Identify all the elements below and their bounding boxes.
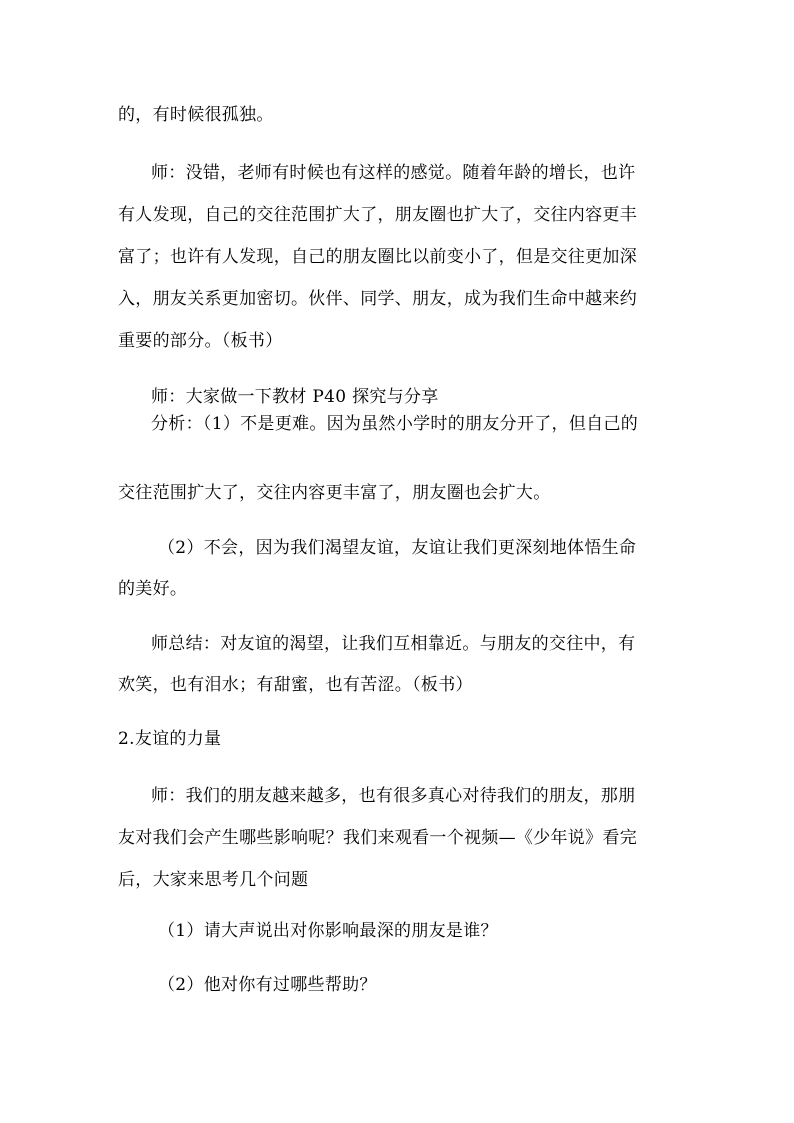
section-heading: 2.友谊的力量 — [118, 729, 222, 749]
text-line: 后，大家来思考几个问题 — [118, 870, 309, 890]
text-line: 友对我们会产生哪些影响呢？我们来观看一个视频—《少年说》看完 — [118, 828, 637, 848]
text-line: 重要的部分。（板书） — [118, 331, 283, 351]
text-line: 欢笑，也有泪水；有甜蜜，也有苦涩。（板书） — [118, 675, 473, 695]
text-line: 交往范围扩大了，交往内容更丰富了，朋友圈也会扩大。 — [118, 483, 551, 503]
text-line: 的美好。 — [118, 579, 188, 599]
text-line: 师：没错，老师有时候也有这样的感觉。随着年龄的增长，也许 — [151, 163, 636, 183]
text-line: 师总结：对友谊的渴望，让我们互相靠近。与朋友的交往中，有 — [151, 634, 636, 654]
text-line: 入，朋友关系更加密切。伙伴、同学、朋友，成为我们生命中越来约 — [118, 289, 637, 309]
text-line: 师：大家做一下教材 P40 探究与分享 — [151, 387, 439, 407]
text-line: 分析：（1）不是更难。因为虽然小学时的朋友分开了，但自己的 — [151, 414, 639, 434]
text-line: 富了；也许有人发现，自己的朋友圈比以前变小了，但是交往更加深 — [118, 247, 637, 267]
text-line: 的，有时候很孤独。 — [118, 105, 274, 125]
text-line: 师：我们的朋友越来越多，也有很多真心对待我们的朋友，那朋 — [151, 786, 636, 806]
text-line: 有人发现，自己的交往范围扩大了，朋友圈也扩大了，交往内容更丰 — [118, 205, 637, 225]
question-item: （1）请大声说出对你影响最深的朋友是谁？ — [158, 921, 498, 941]
text-line: （2）不会，因为我们渴望友谊，友谊让我们更深刻地体悟生命 — [158, 538, 637, 558]
question-item: （2）他对你有过哪些帮助？ — [158, 975, 377, 995]
